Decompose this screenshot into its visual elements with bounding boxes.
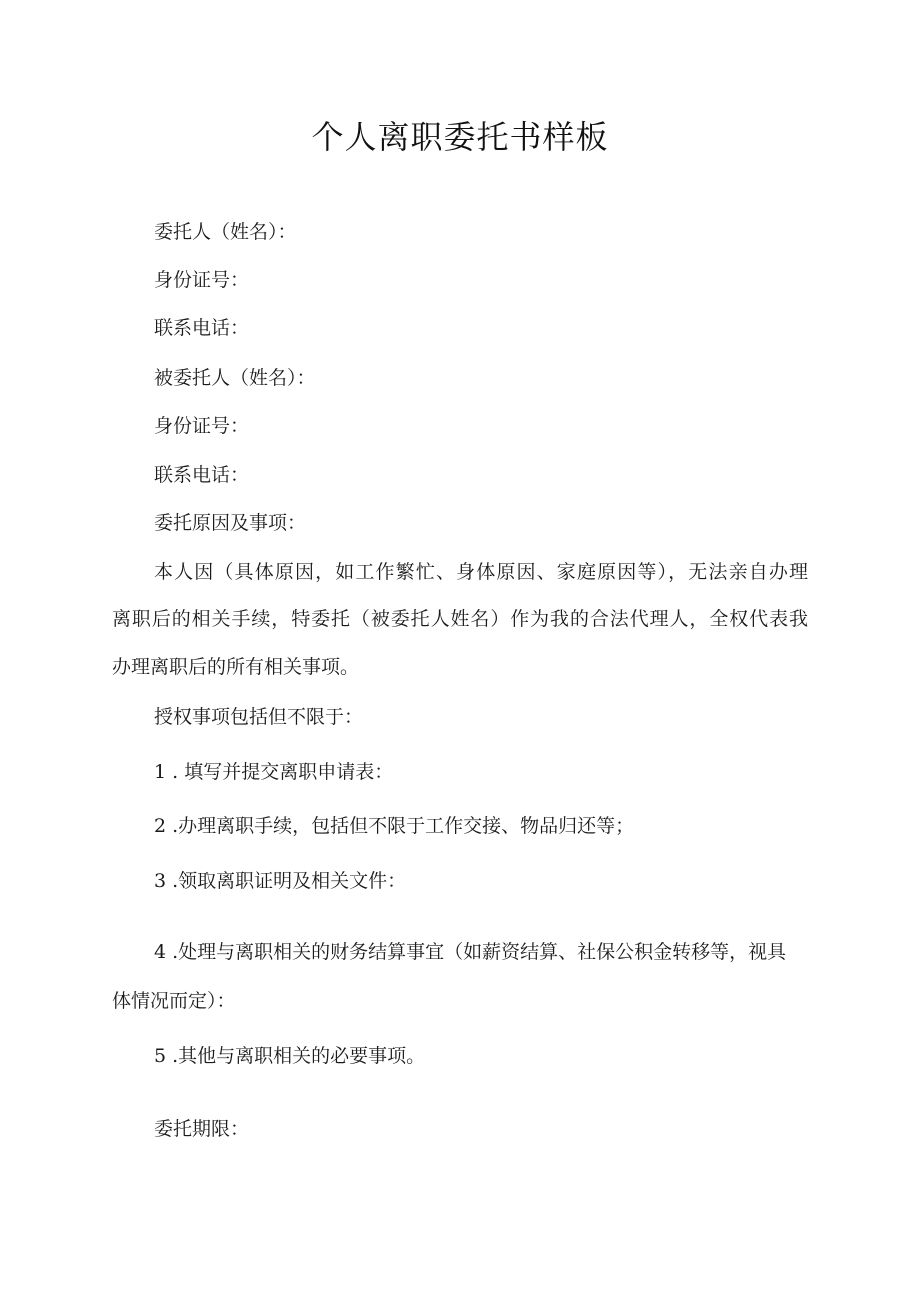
scope-heading: 授权事项包括但不限于： <box>154 706 364 728</box>
body-paragraph-line-2: 离职后的相关手续，特委托（被委托人姓名）作为我的合法代理人，全权代表我 <box>112 608 808 630</box>
list-item: 2 .办理离职手续，包括但不限于工作交接、物品归还等； <box>154 815 635 837</box>
term-heading: 委托期限： <box>154 1118 250 1140</box>
document-title: 个人离职委托书样板 <box>311 118 609 156</box>
agent-phone-label: 联系电话： <box>154 464 250 486</box>
body-paragraph-line-1: 本人因（具体原因，如工作繁忙、身体原因、家庭原因等），无法亲自办理 <box>154 561 808 583</box>
list-item-continuation: 体情况而定）： <box>112 990 236 1012</box>
body-paragraph-line-3: 办理离职后的所有相关事项。 <box>112 656 360 678</box>
list-item: 1 . 填写并提交离职申请表： <box>154 761 394 783</box>
principal-id-label: 身份证号： <box>154 269 250 291</box>
reason-heading: 委托原因及事项： <box>154 512 307 534</box>
list-item: 5 .其他与离职相关的必要事项。 <box>154 1045 426 1067</box>
agent-id-label: 身份证号： <box>154 415 250 437</box>
list-item: 3 .领取离职证明及相关文件： <box>154 870 407 892</box>
principal-name-label: 委托人（姓名）： <box>154 221 297 243</box>
list-item: 4 .处理与离职相关的财务结算事宜（如薪资结算、社保公积金转移等，视具 <box>154 941 787 963</box>
agent-name-label: 被委托人（姓名）： <box>154 367 316 389</box>
principal-phone-label: 联系电话： <box>154 317 250 339</box>
